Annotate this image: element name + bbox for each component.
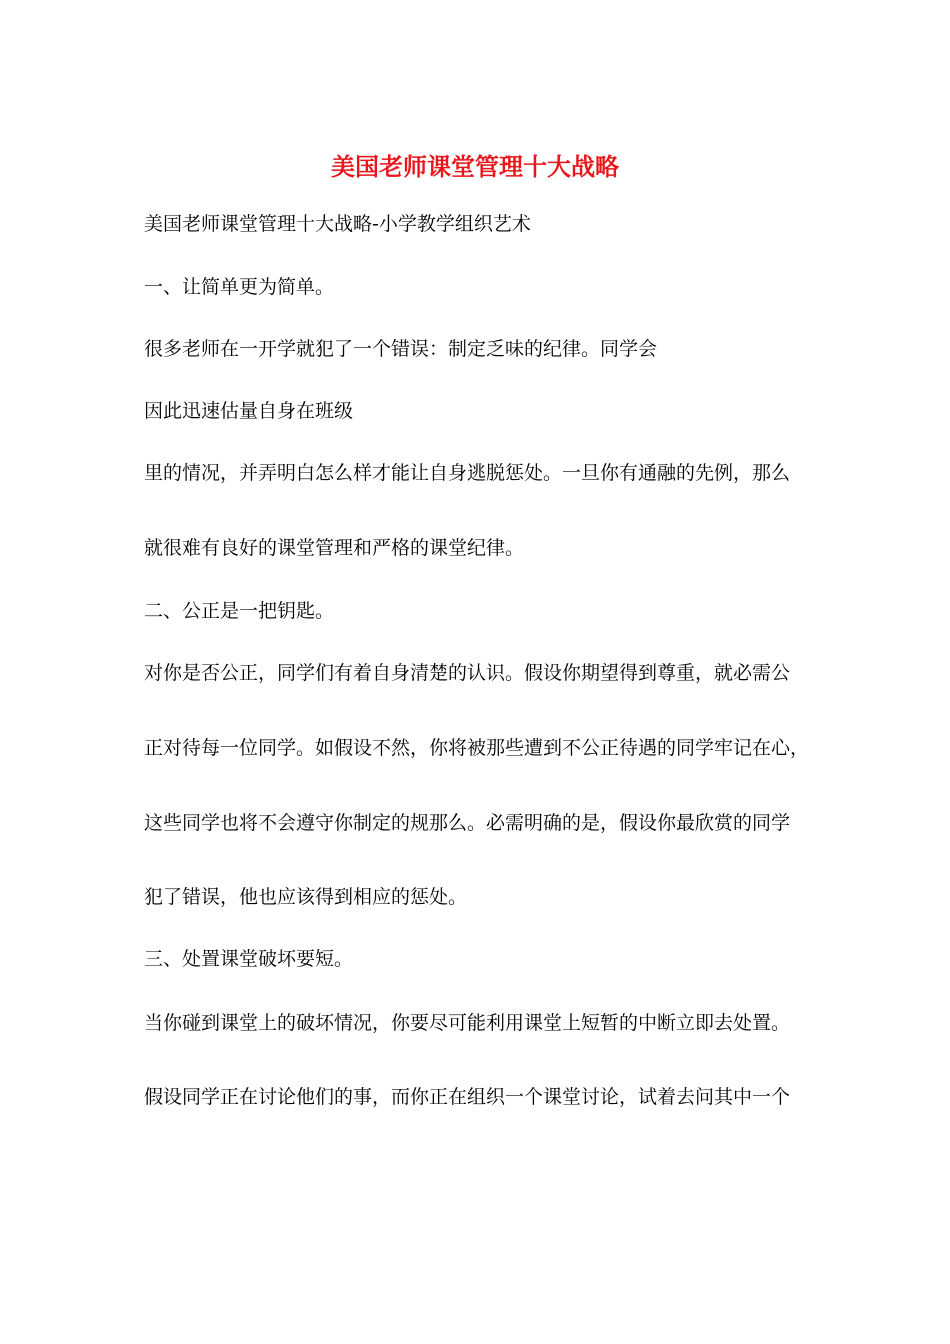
section-heading-3: 三、处置课堂破坏要短。 xyxy=(144,948,354,970)
section-heading-1: 一、让简单更为简单。 xyxy=(144,276,335,298)
paragraph-line: 这些同学也将不会遵守你制定的规那么。必需明确的是，假设你最欣赏的同学 xyxy=(144,812,791,834)
paragraph-line: 对你是否公正，同学们有着自身清楚的认识。假设你期望得到尊重，就必需公 xyxy=(144,662,791,684)
paragraph-line: 很多老师在一开学就犯了一个错误：制定乏味的纪律。同学会 xyxy=(144,338,658,360)
paragraph-line: 正对待每一位同学。如假设不然，你将被那些遭到不公正待遇的同学牢记在心， xyxy=(144,737,810,759)
subtitle-line: 美国老师课堂管理十大战略-小学教学组织艺术 xyxy=(144,213,531,235)
section-heading-2: 二、公正是一把钥匙。 xyxy=(144,600,335,622)
paragraph-line: 犯了错误，他也应该得到相应的惩处。 xyxy=(144,886,468,908)
paragraph-line: 里的情况，并弄明白怎么样才能让自身逃脱惩处。一旦你有通融的先例，那么 xyxy=(144,462,791,484)
paragraph-line: 假设同学正在讨论他们的事，而你正在组织一个课堂讨论，试着去问其中一个 xyxy=(144,1086,791,1108)
paragraph-line: 当你碰到课堂上的破坏情况，你要尽可能利用课堂上短暂的中断立即去处置。 xyxy=(144,1012,791,1034)
paragraph-line: 就很难有良好的课堂管理和严格的课堂纪律。 xyxy=(144,537,525,559)
document-title: 美国老师课堂管理十大战略 xyxy=(331,152,619,181)
paragraph-line: 因此迅速估量自身在班级 xyxy=(144,400,354,422)
